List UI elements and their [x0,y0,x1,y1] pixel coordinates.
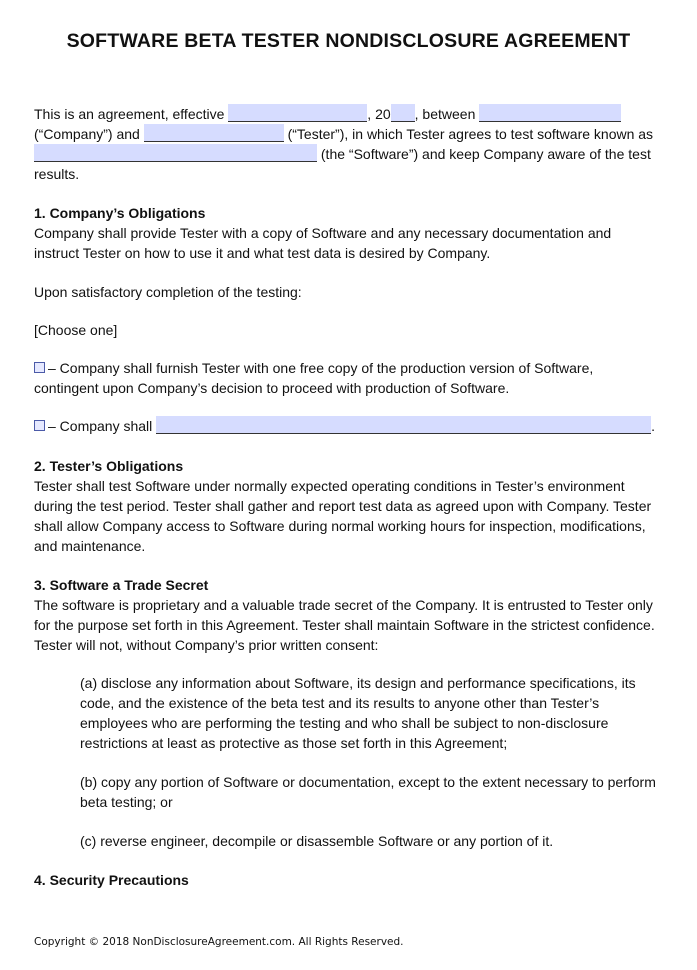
year-field[interactable] [391,104,415,122]
intro-text: (the “Software”) and keep Company aware of the test [320,146,651,162]
intro-text: (“Company”) and [34,126,140,142]
paragraph-line: and maintenance. [34,538,146,554]
company-name-field[interactable] [479,104,621,122]
option-2-text: – Company shall [48,418,153,434]
effective-date-field[interactable] [228,104,367,122]
paragraph-line: Upon satisfactory completion of the testing: [34,284,302,300]
item-a-line: employees who are performing the testing and who shall be subject to non-disclosure [80,715,609,731]
paragraph-line: The software is proprietary and a valuable trade secret of the Company. It is entrusted to Tester only [34,597,653,613]
intro-line-1 [34,104,621,124]
paragraph-line: for the purpose set forth in this Agreement. Tester shall maintain Software in the strictest confidence. [34,617,655,633]
intro-line-2 [34,124,653,144]
intro-line-4: results. [34,166,80,182]
option-1-line-2: contingent upon Company’s decision to proceed with production of Software. [34,380,510,396]
software-name-field[interactable] [34,144,317,162]
item-b-line: beta testing; or [80,794,173,810]
option-2-field[interactable] [156,416,651,434]
item-a-line: code, and the existence of the beta test and its results to anyone other than Tester’s [80,695,600,711]
copyright-footer: Copyright © 2018 NonDisclosureAgreement.com. All Rights Reserved. [34,936,404,948]
paragraph-line: Tester shall test Software under normally expected operating conditions in Tester’s environment [34,478,625,494]
intro-text: (“Tester”), in which Tester agrees to test software known as [287,126,654,142]
intro-line-3 [34,144,651,164]
option-2-checkbox[interactable] [34,420,45,431]
intro-text: , 20 [367,106,391,122]
item-c-line: (c) reverse engineer, decompile or disassemble Software or any portion of it. [80,833,554,849]
item-a-line: restrictions at least as protective as those set forth in this Agreement; [80,735,508,751]
intro-text: , between [414,106,476,122]
option-1-text: – Company shall furnish Tester with one free copy of the production version of Software, [48,360,594,376]
document-title: SOFTWARE BETA TESTER NONDISCLOSURE AGREEMENT [66,30,631,52]
item-b-line: (b) copy any portion of Software or documentation, except to the extent necessary to perform [80,774,656,790]
paragraph-line: Company shall provide Tester with a copy of Software and any necessary documentation and [34,225,612,241]
section-heading: 2. Tester’s Obligations [34,458,184,474]
option-2-line [34,416,655,436]
section-heading: 1. Company’s Obligations [34,205,206,221]
option-2-period: . [651,418,656,434]
choose-one-label: [Choose one] [34,322,118,338]
item-a-line: (a) disclose any information about Software, its design and performance specifications, its [80,675,636,691]
section-heading: 4. Security Precautions [34,872,189,888]
intro-text: This is an agreement, effective [34,106,225,122]
option-1-checkbox[interactable] [34,362,45,373]
option-1-line-1 [34,358,593,378]
section-heading: 3. Software a Trade Secret [34,577,209,593]
paragraph-line: instruct Tester on how to use it and what test data is desired by Company. [34,245,491,261]
paragraph-line: shall allow Company access to Software during normal working hours for inspection, modifications, [34,518,646,534]
tester-name-field[interactable] [144,124,284,142]
paragraph-line: during the test period. Tester shall gather and report test data as agreed upon with Company. Tester [34,498,652,514]
paragraph-line: Tester will not, without Company’s prior written consent: [34,637,379,653]
